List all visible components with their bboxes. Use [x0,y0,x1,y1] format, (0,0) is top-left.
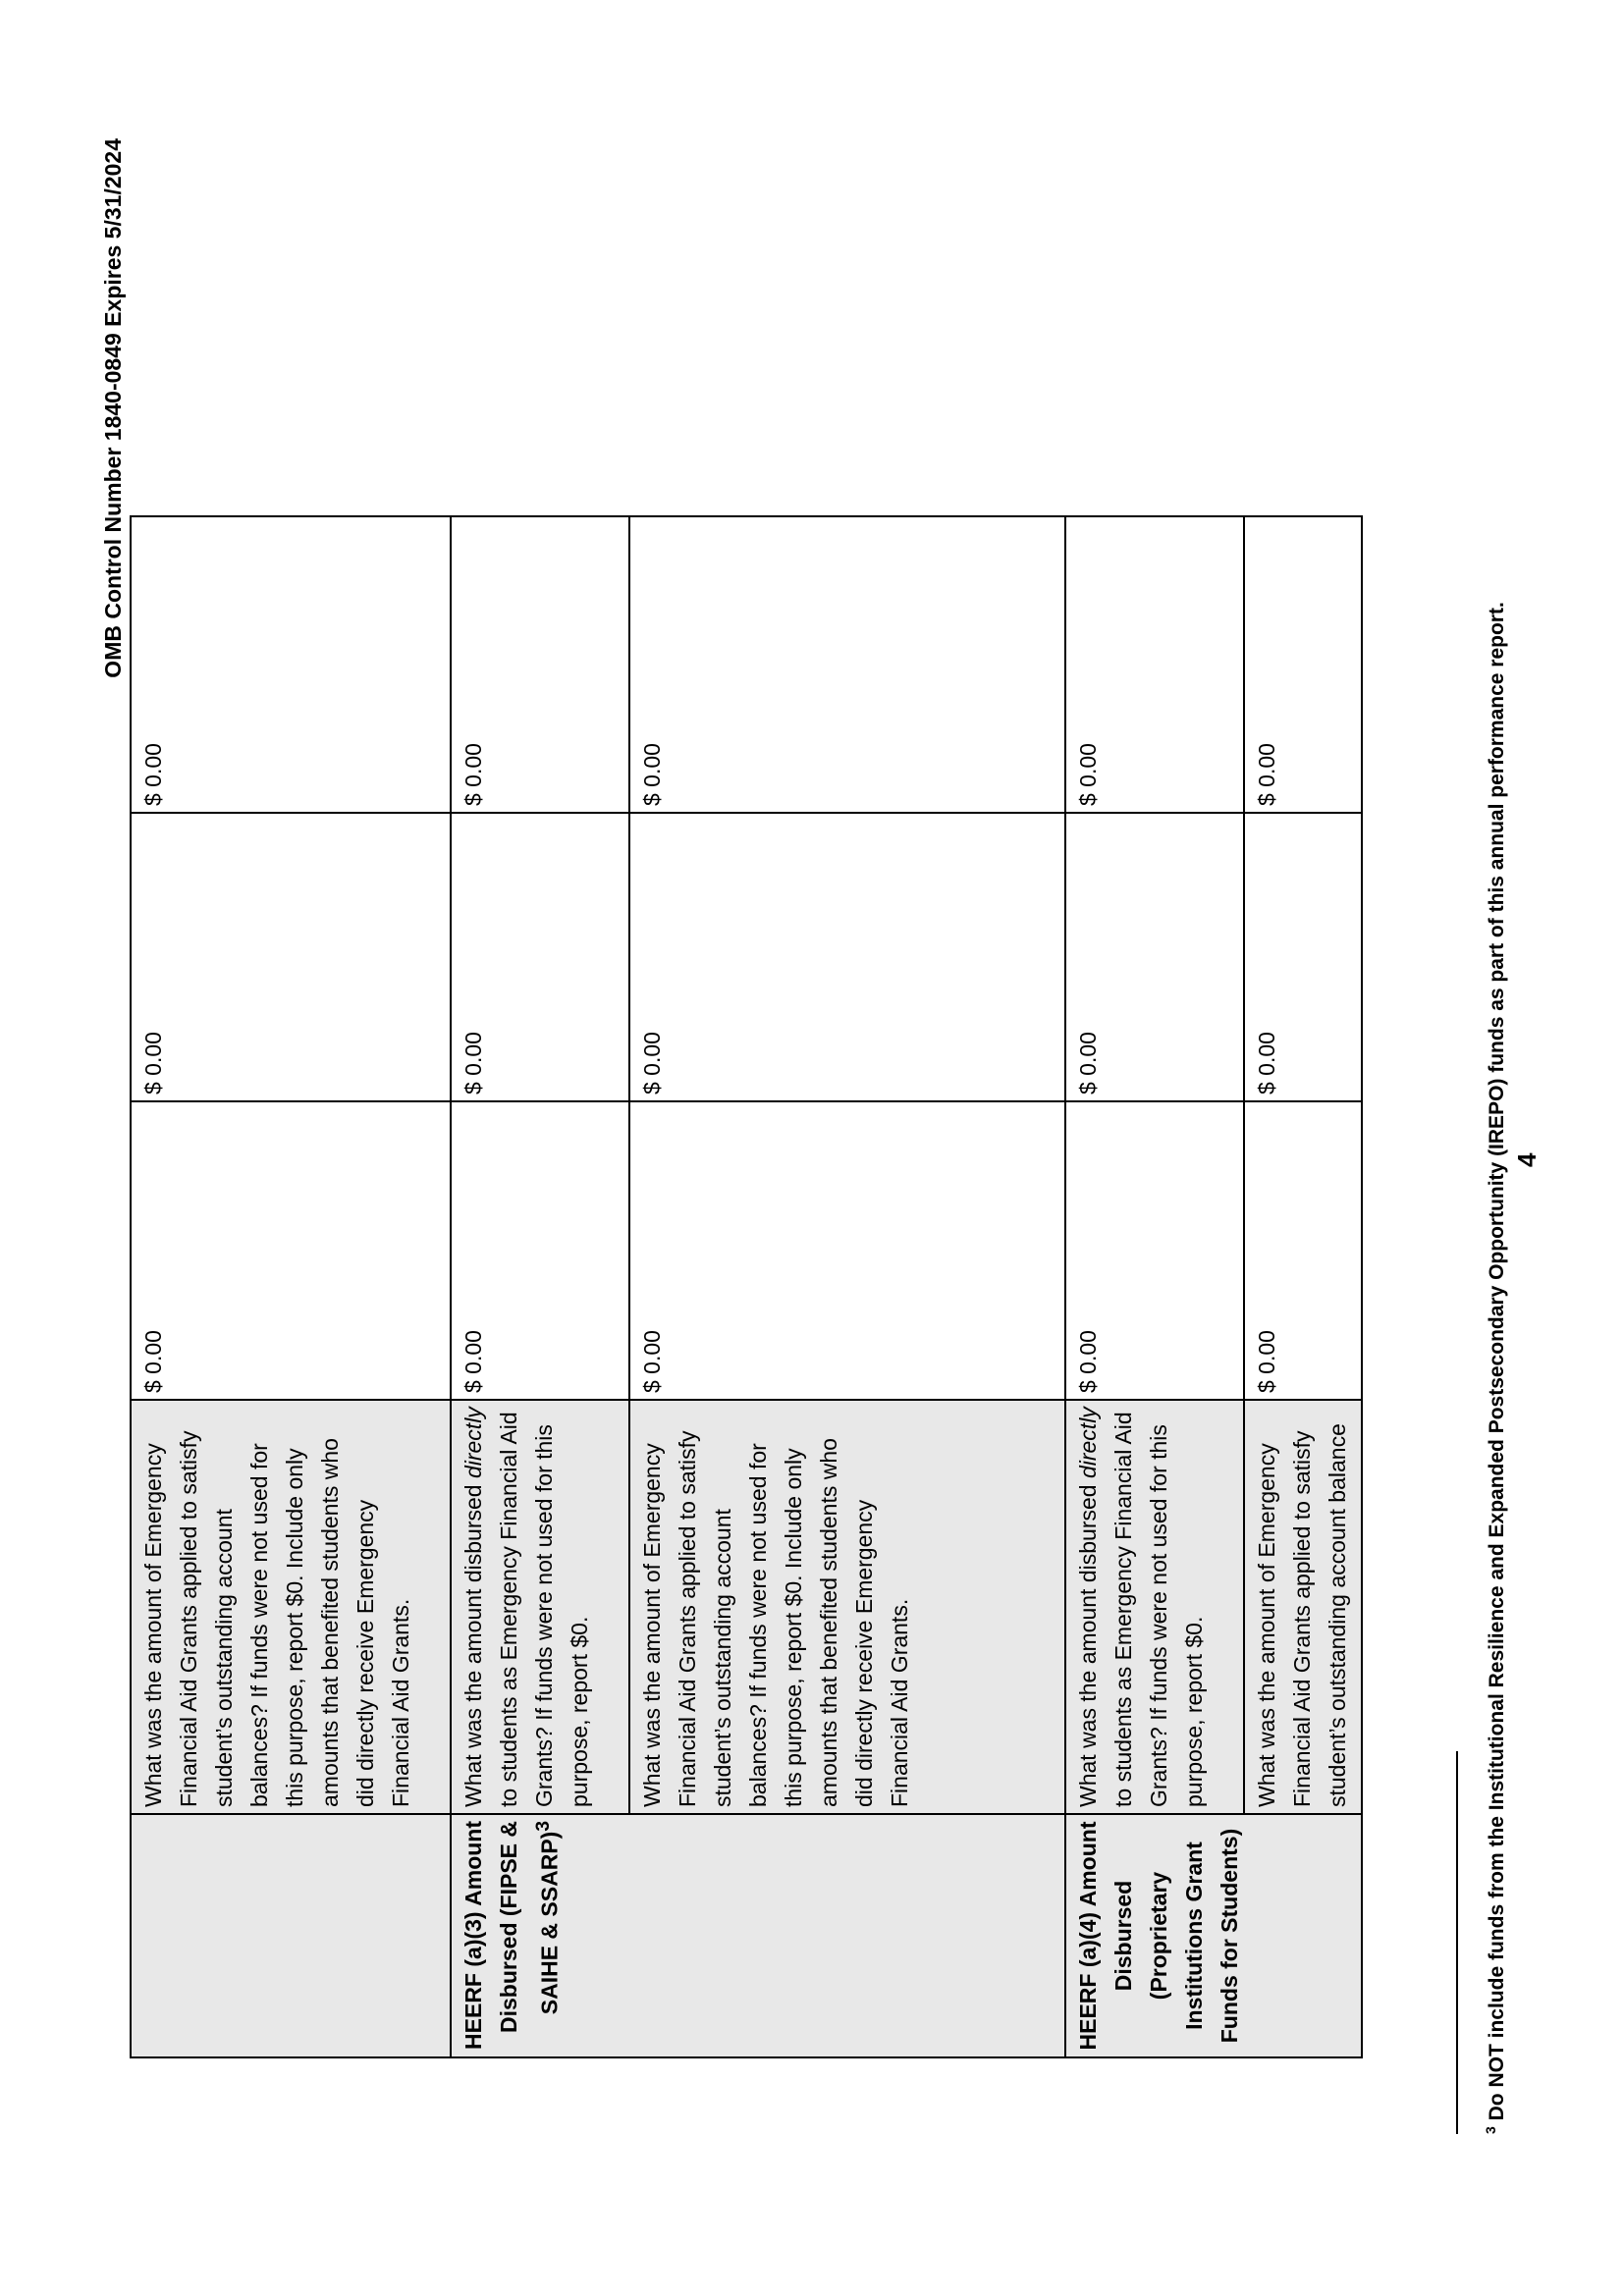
amount-cell: $ 0.00 [1244,813,1362,1101]
table-row [131,240,451,2057]
amount-cell: $ 0.00 [1065,1101,1244,1400]
question-cell: What was the amount disbursed directly to students as Emergency Financial Aid Grants? If funds were not used for this purpose, report $0. [1065,1400,1244,1814]
question-cell: What was the amount disbursed directly to students as Emergency Financial Aid Grants? If funds were not used for this purpose, report $0. [451,1400,629,1814]
omb-control-number: OMB Control Number 1840-0849 Expires 5/31/2024 [100,138,126,678]
amount-cell: $ 0.00 [131,813,451,1101]
footnote: $^3$ Do NOT include funds from the Institutional Resilience and Expanded Postsecondary Opportunity (IREPO) funds as part of this annual performance report. [1483,602,1508,2134]
blank-cell [629,240,1065,516]
blank-cell [131,240,451,516]
amount-cell: $ 0.00 [1065,516,1244,813]
blank-cell [451,240,629,516]
amount-cell: $ 0.00 [451,813,629,1101]
grant-table [130,239,1363,2058]
amount-cell: $ 0.00 [1244,1101,1362,1400]
question-cell: What was the amount of Emergency Financial Aid Grants applied to satisfy student’s outstanding account balances? If funds were not used for this purpose, report $0. Include only amounts that benefited students who did directly receive Emergency Financial Aid Grants. [629,1400,1065,1814]
amount-cell: $ 0.00 [131,516,451,813]
page-number: 4 [1512,1152,1542,1167]
table-row [629,240,1065,2057]
row-label [131,1814,451,2057]
question-cell: What was the amount of Emergency Financial Aid Grants applied to satisfy student’s outstanding account balances? If funds were not used for this purpose, report $0. Include only amounts that benefited students who did directly receive Emergency Financial Aid Grants. [131,1400,451,1814]
footnote-ref: 3 [533,1821,554,1832]
amount-cell: $ 0.00 [1065,813,1244,1101]
question-cell: What was the amount of Emergency Financial Aid Grants applied to satisfy student’s outstanding account balance [1244,1400,1362,1814]
table-row [451,240,629,2057]
amount-cell: $ 0.00 [131,1101,451,1400]
amount-cell: $ 0.00 [629,813,1065,1101]
row-label: HEERF (a)(3) Amount Disbursed (FIPSE & SAIHE & SSARP)$^3$ [451,1814,1065,2057]
amount-cell: $ 0.00 [629,1101,1065,1400]
blank-cell [1244,240,1362,516]
amount-cell: $ 0.00 [451,1101,629,1400]
amount-cell: $ 0.00 [1244,516,1362,813]
amount-cell: $ 0.00 [451,516,629,813]
amount-cell: $ 0.00 [629,516,1065,813]
table-row [1244,240,1362,2057]
table-row [1065,240,1244,2057]
footnote-separator [1456,1751,1458,2134]
blank-cell [1065,240,1244,516]
row-label: HEERF (a)(4) Amount Disbursed (Proprietary Institutions Grant Funds for Students) [1065,1814,1362,2057]
